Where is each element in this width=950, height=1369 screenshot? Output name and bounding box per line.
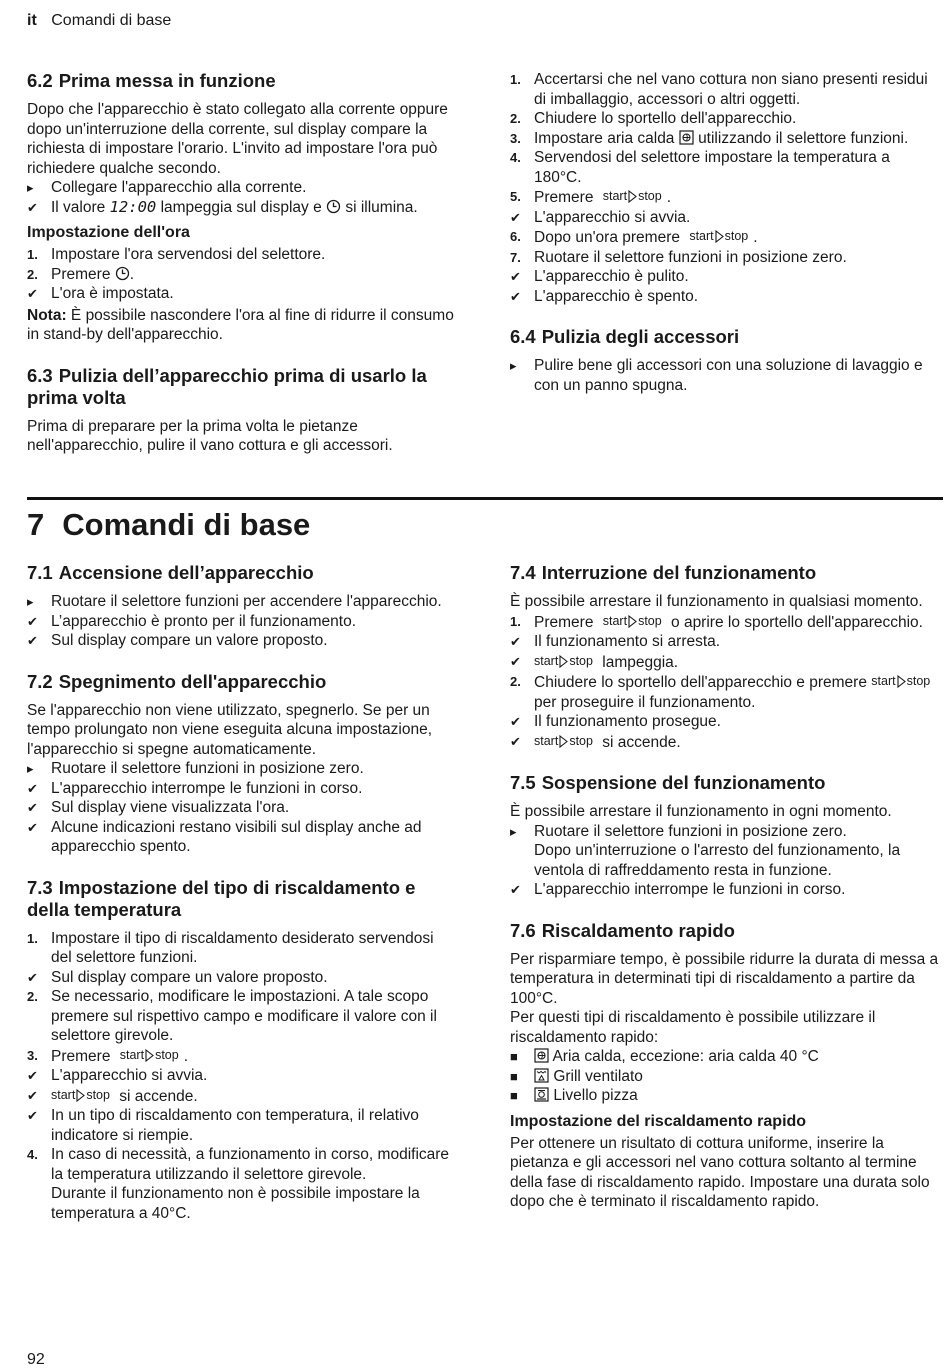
step-list [510, 612, 940, 753]
check-icon: ✔ [510, 288, 521, 304]
list-item: ✔ L'ora è impostata. [27, 285, 174, 302]
check-icon: ✔ [27, 819, 38, 835]
check-icon: ✔ [510, 269, 521, 284]
paragraph: È possibile arrestare il funzionamento in ogni momento. [510, 803, 892, 820]
check-icon: ✔ [27, 286, 38, 301]
section-title: 6.2 Prima messa in funzione [27, 70, 276, 91]
paragraph: È possibile arrestare il funzionamento in qualsiasi momento. [510, 593, 923, 610]
pizza-level-icon [534, 1087, 549, 1102]
start-stop-icon: start stop [534, 733, 593, 748]
start-stop-icon: start stop [871, 674, 931, 688]
check-icon: ✔ [510, 209, 521, 225]
list-item: ✔ Sul display viene visualizzata l'ora. [27, 799, 290, 816]
step-list [27, 245, 455, 304]
subsection-title: Impostazione del riscaldamento rapido [510, 1112, 807, 1130]
list-item: ✔ start stop si accende. [27, 1087, 198, 1105]
bullet-icon: ■ [510, 1068, 518, 1084]
paragraph: Dopo che l'apparecchio è stato collegato alla corrente oppure dopo un'interruzione della corrente, sul display compare la richiesta di impostare l'orario. L'invito ad impostare l'ora può richiedere qualche secondo. [27, 101, 448, 177]
subsection-title: Impostazione dell'ora [27, 224, 190, 241]
check-icon: ✔ [510, 634, 521, 649]
section-7-1 [27, 562, 455, 651]
bullet-icon: ■ [510, 1049, 518, 1064]
bullet-list [510, 1047, 940, 1106]
hot-air-icon [534, 1048, 549, 1063]
chapter-number: 7 [27, 507, 45, 542]
step-list [510, 70, 940, 306]
start-stop-icon: start stop [602, 613, 662, 628]
paragraph: Se l'apparecchio non viene utilizzato, spegnerlo. Se per un tempo prolungato non viene eseguita alcuna impostazione, l'apparecchio si spegne automaticamente. [27, 701, 432, 758]
list-item: ✔ Il valore 12:00 lampeggia sul display e si illumina. [27, 197, 418, 216]
step-number: 4. [510, 150, 521, 165]
list-item: 2. Premere . [27, 265, 135, 283]
list-item: ✔ Alcune indicazioni restano visibili sul display anche ad apparecchio spento. [27, 818, 422, 855]
lower-left-column [27, 562, 455, 1243]
start-stop-icon: start stop [51, 1087, 110, 1102]
list-item: ✔ L'apparecchio si avvia. [27, 1067, 208, 1084]
check-icon: ✔ [27, 613, 38, 629]
check-icon: ✔ [510, 714, 521, 729]
list-item: 2. Chiudere lo sportello dell'apparecchio. [510, 110, 797, 127]
hot-air-icon [679, 130, 694, 145]
list-item: ▸ Pulire bene gli accessori con una soluzione di lavaggio e con un panno spugna. [510, 357, 923, 394]
section-title: 7.4 Interruzione del funzionamento [510, 562, 817, 583]
check-icon: ✔ [27, 969, 38, 985]
check-icon: ✔ [27, 1087, 38, 1103]
chapter-heading: Comandi di base [62, 507, 311, 542]
paragraph: Per ottenere un risultato di cottura uniforme, inserire la pietanza e gli accessori nel vano cottura soltanto al termine della fase di riscaldamento rapido. Impostare una durata solo dopo che è terminato il riscaldamento rapido. [510, 1134, 930, 1210]
list-item: 2. Chiudere lo sportello dell'apparecchio e premere start stop per proseguire il funzionamento. [510, 674, 931, 711]
list-item: ✔ L’apparecchio è pronto per il funzionamento. [27, 612, 357, 630]
paragraph: Per risparmiare tempo, è possibile ridurre la durata di messa a temperatura in determinati tipi di riscaldamento a partire da 100°C. [510, 950, 939, 1007]
list-item: ■ Aria calda, eccezione: aria calda 40 °C [510, 1048, 819, 1065]
running-head [27, 12, 171, 30]
page-number: 92 [27, 1351, 45, 1368]
section-7-2 [27, 671, 455, 857]
list-item: ▸ Collegare l'apparecchio alla corrente. [27, 179, 307, 196]
section-title: 6.4 Pulizia degli accessori [510, 326, 740, 347]
list-item: 3. Premere start stop . [27, 1047, 189, 1065]
list-item: ▸ Ruotare il selettore funzioni per accendere l'apparecchio. [27, 593, 442, 610]
step-number: 2. [27, 266, 38, 282]
start-stop-icon: start stop [689, 229, 749, 243]
section-7-6 [510, 920, 940, 1212]
list-item: ▸ Ruotare il selettore funzioni in posizione zero. Dopo un'interruzione o l'arresto del funzionamento, la ventola di raffreddamento resta in funzione. [510, 822, 901, 879]
list-item: ✔ Sul display compare un valore proposto. [27, 968, 328, 986]
section-7-3 [27, 877, 455, 1224]
running-head-title: Comandi di base [51, 12, 172, 29]
arrow-icon: ▸ [510, 823, 517, 839]
list-item: ✔ start stop si accende. [510, 733, 681, 751]
section-title: 7.3 Impostazione del tipo di riscaldamento e della temperatura [27, 876, 416, 920]
list-item: 1. Impostare l'ora servendosi del selettore. [27, 246, 326, 263]
start-stop-icon: start stop [534, 653, 593, 668]
list-item: ✔ Il funzionamento si arresta. [510, 633, 721, 650]
list-item: ✔ L'apparecchio è pulito. [510, 268, 689, 285]
chapter-title [27, 506, 310, 544]
step-note: Durante il funzionamento non è possibile impostare la temperatura a 40°C. [51, 1185, 420, 1222]
check-icon: ✔ [510, 653, 521, 669]
upper-right-column [510, 70, 940, 415]
list-item: 7. Ruotare il selettore funzioni in posizione zero. [510, 248, 847, 266]
list-item: ▸ Ruotare il selettore funzioni in posizione zero. [27, 760, 364, 777]
paragraph: Prima di preparare per la prima volta le pietanze nell'apparecchio, pulire il vano cottura e gli accessori. [27, 417, 393, 454]
upper-left-column [27, 70, 455, 476]
section-6-3 [27, 365, 455, 456]
step-number: 3. [510, 130, 521, 146]
section-6-4 [510, 326, 940, 395]
section-title: 7.5 Sospensione del funzionamento [510, 772, 826, 793]
list-item: 1. Impostare il tipo di riscaldamento desiderato servendosi del selettore funzioni. [27, 929, 434, 966]
list-item: ■ Grill ventilato [510, 1067, 643, 1085]
step-number: 6. [510, 229, 521, 244]
start-stop-icon: start stop [119, 1047, 179, 1062]
arrow-icon: ▸ [27, 180, 34, 195]
section-title: 7.1 Accensione dell’apparecchio [27, 562, 314, 583]
check-icon: ✔ [27, 199, 38, 215]
step-number: 2. [510, 111, 521, 126]
list-item: 1. Accertarsi che nel vano cottura non siano presenti residui di imballaggio, accessori o altri oggetti. [510, 71, 928, 108]
instruction-list [27, 178, 455, 217]
list-item: 1. Premere start stop o aprire lo sportello dell'apparecchio. [510, 613, 923, 631]
section-7-5 [510, 772, 940, 900]
check-icon: ✔ [27, 800, 38, 815]
list-item: ■ Livello pizza [510, 1087, 638, 1104]
list-item: ✔ start stop lampeggia. [510, 653, 679, 671]
list-item: 3. Impostare aria calda utilizzando il selettore funzioni. [510, 129, 909, 147]
chapter-divider [27, 497, 943, 500]
section-6-3-steps [510, 70, 940, 306]
instruction-list [510, 822, 940, 900]
list-item: ✔ In un tipo di riscaldamento con temperatura, il relativo indicatore si riempie. [27, 1107, 419, 1144]
section-title: 7.6 Riscaldamento rapido [510, 919, 735, 941]
arrow-icon: ▸ [27, 761, 34, 776]
list-item: 6. Dopo un'ora premere start stop . [510, 229, 758, 246]
step-number: 1. [27, 247, 38, 262]
section-7-4 [510, 562, 940, 752]
arrow-icon: ▸ [510, 358, 517, 373]
check-icon: ✔ [27, 780, 38, 796]
list-item: ✔ Sul display compare un valore proposto. [27, 632, 328, 649]
step-number: 1. [27, 930, 38, 946]
arrow-icon: ▸ [27, 594, 34, 609]
language-code: it [27, 12, 37, 29]
section-title: 7.2 Spegnimento dell'apparecchio [27, 670, 327, 692]
step-number: 3. [27, 1047, 38, 1063]
clock-icon [326, 199, 341, 214]
note: Nota: È possibile nascondere l'ora al fine di ridurre il consumo in stand-by dell'apparecchio. [27, 306, 454, 343]
check-icon: ✔ [27, 1068, 38, 1083]
instruction-list [510, 356, 940, 395]
step-number: 2. [510, 674, 521, 689]
list-item: ✔ Il funzionamento prosegue. [510, 713, 721, 730]
list-item: 4. Servendosi del selettore impostare la temperatura a 180°C. [510, 149, 890, 186]
bullet-icon: ■ [510, 1088, 518, 1103]
step-number: 1. [510, 72, 521, 87]
instruction-list [27, 592, 455, 651]
list-item: ✔ L'apparecchio interrompe le funzioni in corso. [27, 779, 363, 797]
check-icon: ✔ [510, 882, 521, 897]
list-item: ✔ L'apparecchio interrompe le funzioni in corso. [510, 881, 846, 898]
step-number: 1. [510, 613, 521, 629]
step-number: 4. [27, 1147, 38, 1162]
step-number: 2. [27, 989, 38, 1004]
check-icon: ✔ [27, 633, 38, 648]
clock-icon [115, 266, 130, 281]
instruction-list [27, 759, 455, 857]
step-number: 5. [510, 189, 521, 204]
list-item: 5. Premere start stop . [510, 189, 672, 206]
paragraph: Per questi tipi di riscaldamento è possibile utilizzare il riscaldamento rapido: [510, 1009, 876, 1046]
start-stop-icon: start stop [602, 189, 662, 203]
check-icon: ✔ [510, 733, 521, 749]
list-item: ✔ L'apparecchio si avvia. [510, 208, 691, 226]
step-number: 7. [510, 249, 521, 265]
lower-right-column [510, 562, 940, 1232]
step-list [27, 929, 455, 1185]
check-icon: ✔ [27, 1108, 38, 1123]
list-item: 4. In caso di necessità, a funzionamento in corso, modificare la temperatura utilizzando il selettore girevole. [27, 1146, 450, 1183]
list-item: ✔ L'apparecchio è spento. [510, 287, 699, 305]
section-title: 6.3 Pulizia dell’apparecchio prima di usarlo la prima volta [27, 364, 427, 408]
section-6-2 [27, 70, 455, 345]
display-value: 12:00 [109, 197, 157, 216]
fan-grill-icon [534, 1068, 549, 1083]
list-item: 2. Se necessario, modificare le impostazioni. A tale scopo premere sul rispettivo campo e modificare il valore con il selettore girevole. [27, 988, 437, 1044]
